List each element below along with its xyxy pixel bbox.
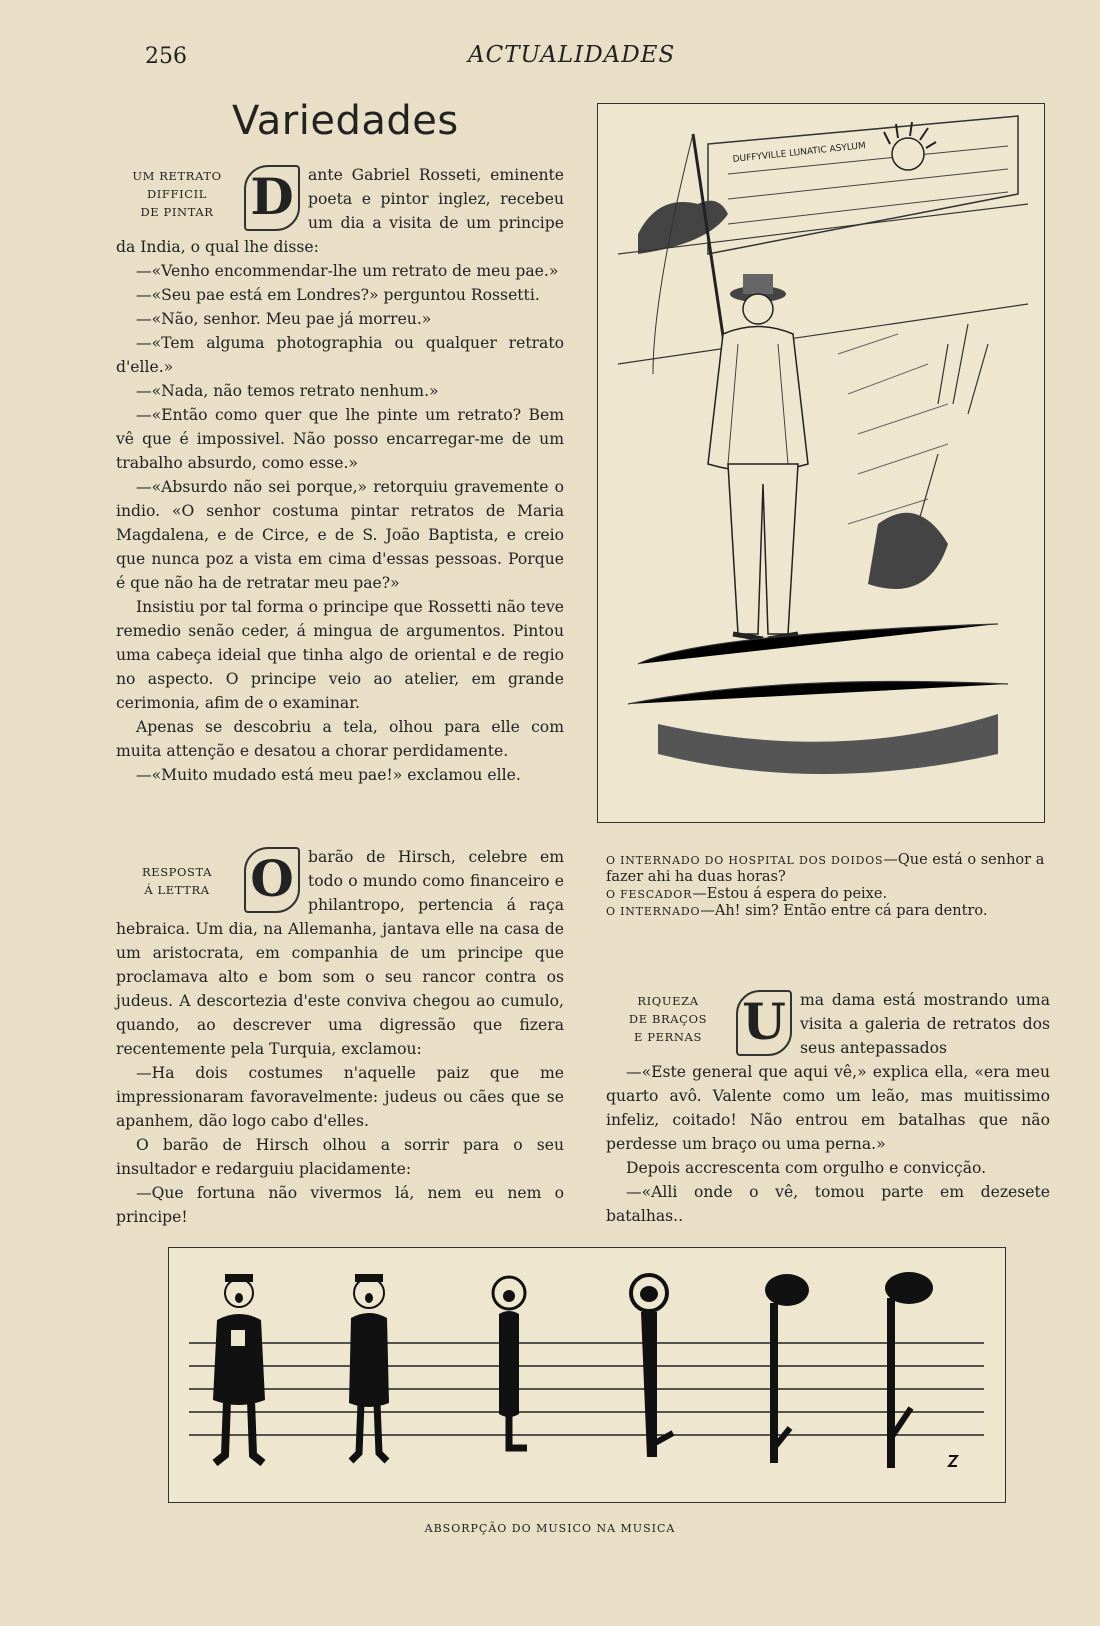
paragraph: —«Nada, não temos retrato nenhum.»	[136, 382, 439, 400]
drop-cap: O	[244, 847, 300, 913]
side-heading-line: RIQUEZA	[637, 994, 699, 1008]
musician-figure	[349, 1274, 389, 1461]
paragraph: Apenas se descobriu a tela, olhou para elle com muita attenção e desatou a chorar perdidamente.	[116, 718, 564, 760]
section-title: Variedades	[232, 98, 459, 144]
article-retrato	[116, 163, 564, 787]
caption-text: —Estou á espera do peixe.	[692, 886, 888, 902]
article-side-heading	[116, 863, 238, 899]
cartoon-musician-caption: ABSORPÇÃO DO MUSICO NA MUSICA	[424, 1522, 676, 1535]
caption-line	[606, 852, 1046, 886]
paragraph: —Ha dois costumes n'aquelle paiz que me impressionaram favoravelmente: judeus ou cães que se apanhem, dão logo cabo d'elles.	[116, 1064, 564, 1130]
musician-notes-drawing	[169, 1248, 1005, 1502]
side-heading-line: DIFFICIL	[146, 187, 208, 201]
cartoon-fisherman-caption	[606, 852, 1046, 920]
paragraph: Insistiu por tal forma o principe que Rossetti não teve remedio senão ceder, á mingua de argumentos. Pintou uma cabeça ideial que tinha algo de oriental e de regio no aspecto. O principe veio ao atelier, em grande cerimonia, afim de o examinar.	[116, 598, 564, 712]
article-resposta	[116, 845, 564, 1229]
paragraph: —«Venho encommendar-lhe um retrato de meu pae.»	[136, 262, 559, 280]
side-heading-line: DE BRAÇOS	[628, 1012, 708, 1026]
drop-cap: D	[244, 165, 300, 231]
side-heading-line: UM RETRATO	[132, 169, 222, 183]
article-side-heading	[116, 167, 238, 221]
article-side-heading	[606, 992, 730, 1046]
paragraph: ma dama está mostrando uma visita a galeria de retratos dos seus antepassados	[800, 991, 1050, 1057]
paragraph: —«Não, senhor. Meu pae já morreu.»	[136, 310, 432, 328]
caption-text: —Ah! sim? Então entre cá para dentro.	[700, 903, 988, 919]
fisherman-drawing	[598, 104, 1044, 822]
paragraph: Depois accrescenta com orgulho e convicção.	[626, 1159, 987, 1177]
article-riqueza	[606, 988, 1050, 1228]
caption-speaker: O INTERNADO DO HOSPITAL DOS DOIDOS	[606, 854, 884, 867]
page-number: 256	[145, 44, 187, 69]
side-heading-line: Á LETTRA	[144, 883, 210, 897]
paragraph: —Que fortuna não vivermos lá, nem eu nem o principe!	[116, 1184, 564, 1226]
cartoon-fisherman-illustration	[597, 103, 1045, 823]
caption-speaker: O INTERNADO	[606, 905, 701, 918]
running-title: ACTUALIDADES	[468, 42, 676, 68]
paragraph: —«Muito mudado está meu pae!» exclamou elle.	[136, 766, 521, 784]
musician-figure	[493, 1277, 527, 1448]
paragraph: O barão de Hirsch olhou a sorrir para o seu insultador e redarguiu placidamente:	[116, 1136, 564, 1178]
paragraph: —«Absurdo não sei porque,» retorquiu gravemente o indio. «O senhor costuma pintar retratos de Maria Magdalena, e de Circe, e de S. João Baptista, e creio que nunca poz a vista em cima d'essas pessoas. Porque é que não ha de retratar meu pae?»	[116, 478, 564, 592]
caption-speaker: O FESCADOR	[606, 888, 693, 901]
paragraph: —«Tem alguma photographia ou qualquer retrato d'elle.»	[116, 334, 564, 376]
asylum-sign: DUFFYVILLE LUNATIC ASYLUM	[732, 141, 867, 165]
paragraph: —«Seu pae está em Londres?» perguntou Rossetti.	[136, 286, 540, 304]
paragraph: ante Gabriel Rosseti, eminente poeta e pintor inglez, recebeu um dia a visita de um principe da India, o qual lhe disse:	[116, 166, 564, 256]
caption-line	[606, 903, 1046, 920]
music-note	[885, 1272, 933, 1468]
paragraph: —«Então como quer que lhe pinte um retrato? Bem vê que é impossivel. Não posso encarregar-me de um trabalho absurdo, como esse.»	[116, 406, 564, 472]
caption-text: —Que está o senhor a fazer ahi ha duas horas?	[606, 852, 1045, 885]
caption-line	[606, 886, 1046, 903]
paragraph: —«Este general que aqui vê,» explica ella, «era meu quarto avô. Valente como um leão, mas muitissimo infeliz, coitado! Não entrou em batalhas que não perdesse um braço ou uma perna.»	[606, 1063, 1050, 1153]
side-heading-line: E PERNAS	[634, 1030, 702, 1044]
paragraph: barão de Hirsch, celebre em todo o mundo como financeiro e philantropo, pertencia á raça hebraica. Um dia, na Allemanha, jantava elle na casa de um aristocrata, em companhia de um principe que proclamava alto e bom som o seu rancor contra os judeus. A descortezia d'este conviva chegou ao cumulo, quando, ao descrever uma digressão que fizera recentemente pela Turquia, exclamou:	[116, 848, 564, 1058]
cartoon-musician-illustration	[168, 1247, 1006, 1503]
side-heading-line: DE PINTAR	[140, 205, 214, 219]
paragraph: —«Alli onde o vê, tomou parte em dezesete batalhas..	[606, 1183, 1050, 1225]
side-heading-line: RESPOSTA	[141, 865, 213, 879]
drop-cap: U	[736, 990, 792, 1056]
